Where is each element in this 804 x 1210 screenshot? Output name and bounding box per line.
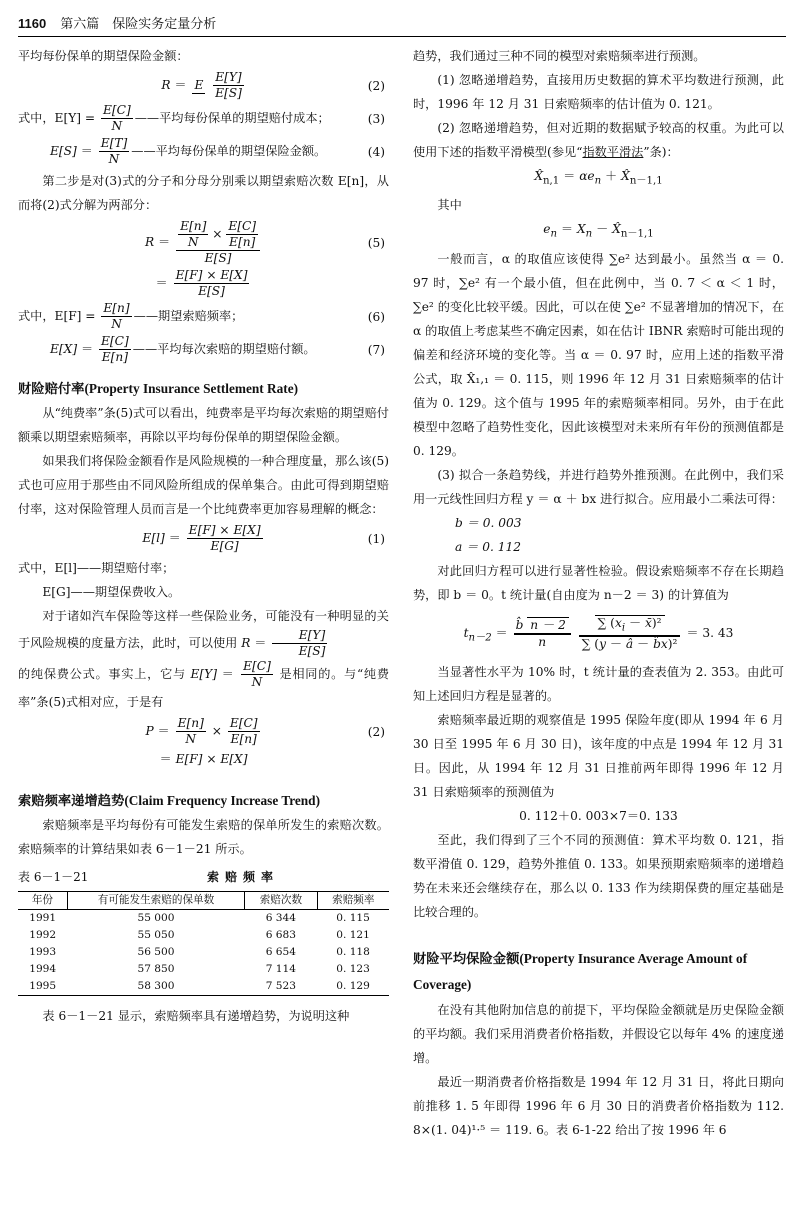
section-title-average-coverage: 财险平均保险金额(Property Insurance Average Amount of Coverage) — [413, 951, 748, 993]
table-cell: 0. 118 — [336, 946, 370, 958]
table-cell: 1992 — [29, 929, 57, 941]
paragraph: 对于诸如汽车保险等这样一些保险业务，可能没有一种明显的关于风险规模的度量方法，此时，可以使用 R ＝ $\frac{E[Y]}{E[S]}$ — [18, 609, 389, 658]
table-caption — [18, 865, 389, 889]
paragraph: (3) 拟合一条趋势线，并进行趋势外推预测。在此例中，我们采用一元线性回归方程 y ＝ α ＋ bx 进行拟合。应用最小二乘法可得： — [413, 467, 784, 506]
left-column — [18, 44, 389, 1028]
paragraph: 对此回归方程可以进行显著性检验。假设索赔频率不存在长期趋势，即 b ＝ 0。t 统计量(自由度为 n－2 ＝ 3) 的计算值为 — [413, 563, 784, 602]
equation-p2: ＝ E[F] × E[X] — [159, 752, 248, 766]
equation-r: R ＝ E $\frac{E[Y]}{E[S]}$ (2) — [161, 70, 385, 100]
right-column — [413, 44, 784, 1142]
equation-p: P ＝ $\frac{E[n]}{N}$ × $\frac{E[C]}{E[n]}$ (2) — [145, 716, 385, 746]
t-statistic-result: ＝ 3. 43 — [686, 626, 734, 641]
table-cell: 58 300 — [67, 978, 244, 996]
table-cell: 6 344 — [265, 912, 297, 924]
table-cell: 0. 123 — [336, 963, 370, 975]
table-header: 索赔频率 — [317, 892, 389, 910]
table-header: 索赔次数 — [245, 892, 318, 910]
page-number: 1160 — [18, 16, 47, 31]
claim-frequency-table — [18, 891, 389, 996]
table-cell: 1993 — [29, 946, 57, 958]
paragraph: 表 6－1－21 显示，索赔频率具有递增趋势，为说明这种 — [42, 1009, 350, 1023]
table-cell: 0. 129 — [317, 978, 389, 996]
definition-ef: 式中，E[F] = $\frac{E[n]}{N}$ ——期望索赔频率； (6) — [18, 301, 385, 331]
table-cell: 55 000 — [137, 912, 175, 924]
equation-error: $e_n = X_n$ － $X̂_{n-1,1}$ — [543, 222, 654, 240]
table-cell: 55 050 — [137, 929, 175, 941]
table-cell: 56 500 — [137, 946, 175, 958]
equation-5: R ＝ $\frac{E[n]}{N}$ × $\frac{E[C]}{E[n]}$ E[S] (5) — [144, 219, 385, 265]
paragraph: 最近一期消费者价格指数是 1994 年 12 月 31 日，将此日期向前推移 1. 5 年即得 1996 年 6 月 30 日的消费者价格指数为 112. 8×(1. 04)¹·⁵ ＝ 119. 6。表 6-1-22 给出了按 1996 年 6 — [413, 1075, 784, 1138]
table-cell: 1994 — [29, 963, 57, 975]
table-title: 索赔频率 — [206, 870, 279, 884]
step2-text: 第二步是对(3)式的分子和分母分别乘以期望索赔次数 E[n]，从而将(2)式分解为两部分： — [18, 174, 389, 212]
link-exponential-smoothing[interactable]: 指数平滑法 — [582, 145, 644, 159]
definition-ey: 式中，E[Y] = $\frac{E[C]}{N}$ ——平均每份保单的期望赔付成本； (3) — [18, 103, 385, 133]
table-header: 年份 — [18, 892, 67, 910]
table-row — [18, 978, 389, 996]
coefficient-b: b ＝ 0. 003 — [455, 515, 522, 530]
paragraph: 在没有其他附加信息的前提下，平均保险金额就是历史保险金额的平均额。我们采用消费者价格指数，并假设它以每年 4% 的速度递增。 — [413, 1003, 784, 1066]
section-title-claim-frequency: 索赔频率递增趋势(Claim Frequency Increase Trend) — [18, 793, 320, 808]
table-cell: 7 114 — [265, 963, 297, 975]
table-cell: 0. 115 — [336, 912, 370, 924]
header-title: 第六篇 保险实务定量分析 — [60, 17, 217, 32]
running-header — [18, 12, 216, 37]
definition-ex: E[X] ＝ $\frac{E[C]}{E[n]}$ ——平均每次索赔的期望赔付额。 (7) — [50, 334, 385, 364]
table-header: 有可能发生索赔的保单数 — [67, 892, 244, 910]
paragraph: (2) 忽略递增趋势，但对近期的数据赋予较高的权重。为此可以使用下述的指数平滑模型(参见“指数平滑法”条)： — [413, 121, 784, 159]
table-row — [18, 961, 389, 978]
paragraph: (1) 忽略递增趋势，直接用历史数据的算术平均数进行预测，此时，1996 年 12 月 31 日索赔频率的估计值为 0. 121。 — [413, 73, 784, 111]
table-label: 表 6－1－21 — [18, 870, 89, 884]
table-cell: 0. 121 — [336, 929, 370, 941]
section-title-settlement-rate: 财险赔付率(Property Insurance Settlement Rate) — [18, 381, 299, 396]
calculation: 0. 112＋0. 003×7＝0. 133 — [519, 809, 678, 824]
table-cell: 6 683 — [265, 929, 297, 941]
table-row — [18, 927, 389, 944]
table-cell: 1995 — [18, 978, 67, 996]
qizhong-text: 其中 — [437, 198, 462, 213]
table-row — [18, 944, 389, 961]
table-cell: 6 654 — [265, 946, 297, 958]
paragraph: 至此，我们得到了三个不同的预测值：算术平均数 0. 121，指数平滑值 0. 129，趋势外推值 0. 133。如果预期索赔频率的递增趋势在未来还会继续存在，那么以 0. 133 作为续期保费的厘定基础是比较合理的。 — [413, 833, 784, 920]
table-cell: 1991 — [29, 912, 57, 924]
equation-t-statistic: $t_{n-2}$ ＝ $\frac{b̂ n - 2}{n}$ $\frac{\sum (x_i - x̄)^2}{\text{∑ (y － â － b̂x)²}}$ ＝ 3. 43 — [463, 615, 734, 652]
coefficient-a: a ＝ 0. 112 — [455, 539, 521, 554]
header-rule — [18, 36, 786, 37]
paragraph: 的纯保费公式。事实上，它与 E[Y] ＝ $\frac{E[C]}{N}$ 是相同的。与“纯费率”条(5)式相对应，于是有 — [18, 659, 390, 709]
paragraph: 趋势，我们通过三种不同的模型对索赔频率进行预测。 — [413, 49, 706, 63]
definition-es: E[S] ＝ $\frac{E[T]}{N}$ ——平均每份保单的期望保险金额。 (4) — [50, 136, 385, 166]
paragraph: 当显著性水平为 10% 时，t 统计量的查表值为 2. 353。由此可知上述回归方程是显著的。 — [413, 665, 784, 704]
paragraph: 索赔频率是平均每份有可能发生索赔的保单所发生的索赔次数。索赔频率的计算结果如表 6－1－21 所示。 — [18, 818, 389, 856]
definition-el: 式中，E[l]——期望赔付率； — [18, 561, 175, 575]
paragraph: 如果我们将保险金额看作是风险规模的一种合理度量，那么该(5)式也可应用于那些由不同风险所组成的保单集合。由此可得到期望赔付率，这对保险管理人员而言是一个比纯费率更加容易理解的概念： — [18, 454, 389, 516]
equation-el: E[l] ＝ $\frac{E[F] \times E[X]}{E[G]}$ (1) — [142, 523, 385, 553]
equation-5b: ＝ $\frac{E[F] \times E[X]}{E[S]}$ — [155, 268, 248, 298]
equation-smoothing: $X̂_{n,1} = \alpha e_n$ ＋ $X̂_{n-1,1}$ — [534, 169, 663, 187]
table-cell: 57 850 — [137, 963, 175, 975]
intro-text: 平均每份保单的期望保险金额： — [18, 49, 189, 63]
table-cell: 7 523 — [245, 978, 318, 996]
definition-eg: E[G]——期望保费收入。 — [42, 585, 181, 599]
paragraph: 从“纯费率”条(5)式可以看出，纯费率是平均每次索赔的期望赔付额乘以期望索赔频率，再除以平均每份保单的期望保险金额。 — [18, 406, 389, 444]
paragraph: 索赔频率最近期的观察值是 1995 保险年度(即从 1994 年 6 月 30 日至 1995 年 6 月 30 日)，该年度的中点是 1994 年 12 月 31 日。因此，从 1994 年 12 月 31 日推前两年即得 1996 年 12 月 31 日索赔频率的预测值为 — [413, 713, 784, 800]
table-row — [18, 910, 389, 928]
paragraph: 一般而言，α 的取值应该使得 ∑e² 达到最小。虽然当 α ＝ 0. 97 时，∑e² 有一个最小值，但在此例中，当 0. 7 ＜ α ＜ 1 时，∑e² 的变化比较平缓。因此，可以在使 ∑e² 不显著增加的情况下，在 α 的取值上考虑某些不确定因素，如在估计 IBNR 索赔时可能出现的偏差和经济环境的变化等。当 α ＝ 0. 97 时，应用上述的指数平滑公式，取 X̂₁,₁ ＝ 0. 115，则 1996 年 12 月 31 日索赔频率的估计值为 0. 129。这个值与 1995 年的索赔频率相同。另外，由于在此模型中忽略了趋势性变化，因此该模型对未来所有年份的预测值都是 0. 129。 — [413, 251, 784, 458]
